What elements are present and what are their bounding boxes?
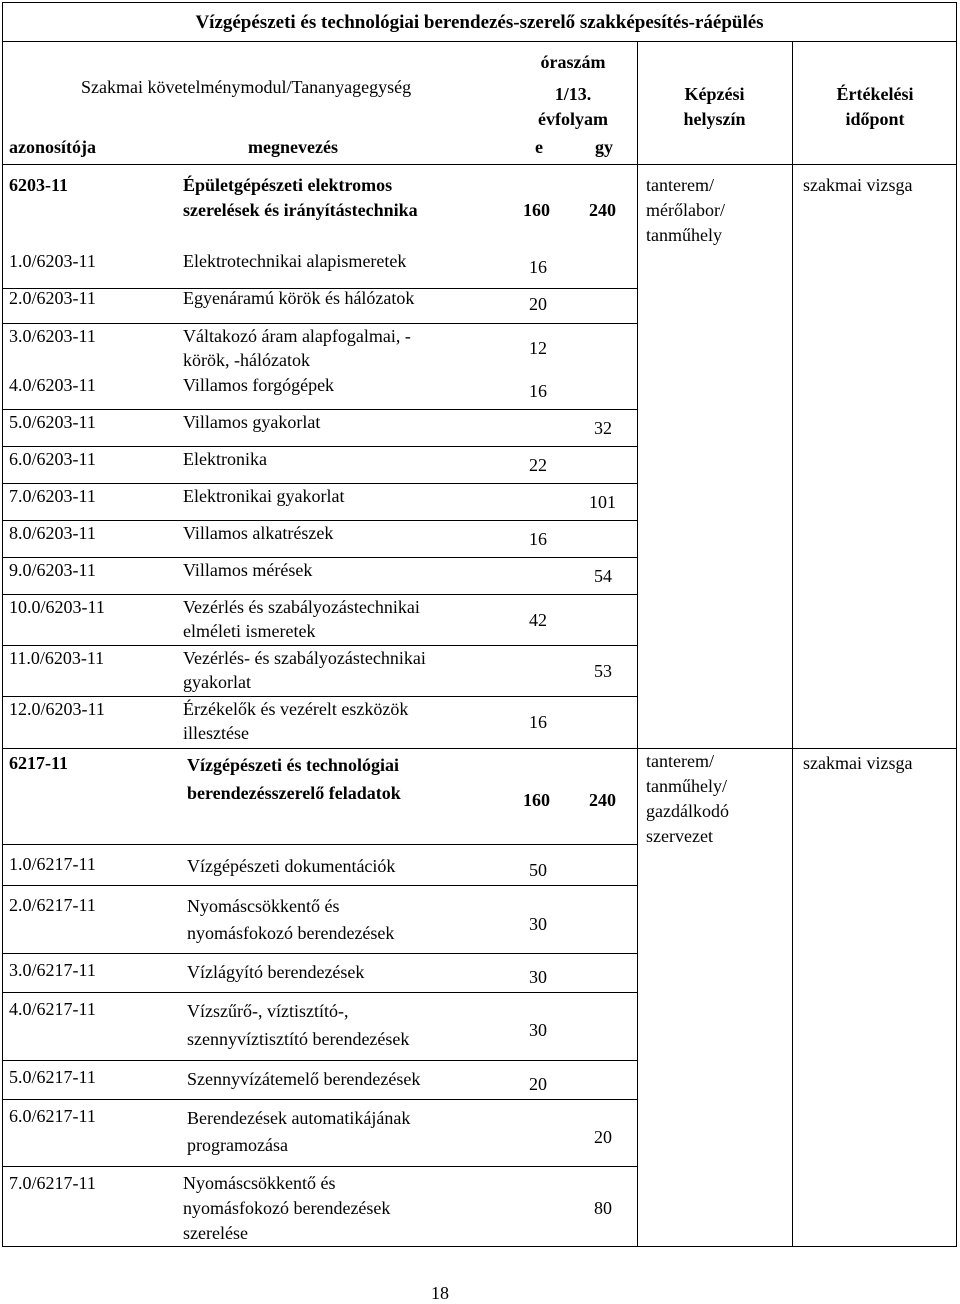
unit-name: Villamos mérések <box>183 560 313 580</box>
unit-name: Vezérlés- és szabályozástechnikai <box>183 648 426 668</box>
unit-hours-e: 20 <box>529 294 547 314</box>
unit-name: Vízlágyító berendezések <box>187 962 365 982</box>
header-location-label: helyszín <box>683 109 746 129</box>
unit-name: elméleti ismeretek <box>183 621 316 641</box>
unit-name: Egyenáramú körök és hálózatok <box>183 288 415 308</box>
row-divider <box>3 446 637 447</box>
unit-id: 3.0/6203-11 <box>9 326 96 346</box>
unit-hours-gy: 32 <box>594 418 612 438</box>
unit-id: 6.0/6217-11 <box>9 1106 96 1126</box>
unit-hours-e: 16 <box>529 257 547 277</box>
row-divider <box>3 1060 637 1061</box>
module-name: Vízgépészeti és technológiai <box>187 755 399 775</box>
module-location: gazdálkodó <box>646 801 729 821</box>
unit-id: 5.0/6217-11 <box>9 1067 96 1087</box>
unit-id: 12.0/6203-11 <box>9 699 105 719</box>
grid-line <box>637 42 638 1246</box>
module-name: szerelések és irányítástechnika <box>183 200 418 220</box>
unit-name: Szennyvízátemelő berendezések <box>187 1069 421 1089</box>
unit-id: 5.0/6203-11 <box>9 412 96 432</box>
row-divider <box>3 844 637 845</box>
unit-hours-gy: 54 <box>594 566 612 586</box>
module-hours-e: 160 <box>523 790 550 810</box>
header-gy: gy <box>595 137 613 157</box>
unit-hours-e: 42 <box>529 610 547 630</box>
unit-id: 6.0/6203-11 <box>9 449 96 469</box>
unit-name: körök, -hálózatok <box>183 350 310 370</box>
module-evaluation: szakmai vizsga <box>803 175 913 195</box>
unit-name: Nyomáscsökkentő és <box>187 896 340 916</box>
unit-id: 1.0/6203-11 <box>9 251 96 271</box>
unit-hours-e: 16 <box>529 712 547 732</box>
module-hours-gy: 240 <box>589 200 616 220</box>
header-divider <box>3 164 957 165</box>
module-name: Épületgépészeti elektromos <box>183 175 393 195</box>
unit-name: Villamos gyakorlat <box>183 412 321 432</box>
unit-hours-e: 22 <box>529 455 547 475</box>
unit-hours-e: 12 <box>529 338 547 358</box>
curriculum-table <box>2 42 957 1247</box>
header-name: megnevezés <box>248 137 338 157</box>
row-divider <box>3 953 637 954</box>
unit-name: Elektronika <box>183 449 267 469</box>
title-row <box>2 2 957 42</box>
module-id: 6217-11 <box>9 753 69 773</box>
unit-hours-e: 30 <box>529 967 547 987</box>
module-location: szervezet <box>646 826 713 846</box>
unit-name: Nyomáscsökkentő és <box>183 1173 336 1193</box>
row-divider <box>3 992 637 993</box>
unit-id: 7.0/6217-11 <box>9 1173 96 1193</box>
unit-name: nyomásfokozó berendezések <box>183 1198 391 1218</box>
unit-name: Vezérlés és szabályozástechnikai <box>183 597 420 617</box>
unit-id: 9.0/6203-11 <box>9 560 96 580</box>
grid-line <box>792 42 793 1246</box>
module-evaluation: szakmai vizsga <box>803 753 913 773</box>
unit-hours-gy: 53 <box>594 661 612 681</box>
module-location: mérőlabor/ <box>646 200 725 220</box>
header-evaluation: Értékelési <box>836 84 914 104</box>
page-title: Vízgépészeti és technológiai berendezés-szerelő szakképesítés-ráépülés <box>195 12 764 33</box>
header-hours: óraszám <box>540 52 606 72</box>
module-location: tanterem/ <box>646 175 714 195</box>
row-divider <box>3 1099 637 1100</box>
unit-name: Vízgépészeti dokumentációk <box>187 856 396 876</box>
unit-name: Berendezések automatikájának <box>187 1108 411 1128</box>
header-year: 1/13. <box>554 84 592 104</box>
header-year-label: évfolyam <box>538 109 608 129</box>
unit-name: gyakorlat <box>183 672 251 692</box>
module-location: tanterem/ <box>646 751 714 771</box>
unit-hours-gy: 80 <box>594 1198 612 1218</box>
unit-name: illesztése <box>183 723 249 743</box>
module-hours-gy: 240 <box>589 790 616 810</box>
unit-hours-e: 16 <box>529 381 547 401</box>
module-id: 6203-11 <box>9 175 69 195</box>
unit-name: szennyvíztisztító berendezések <box>187 1029 410 1049</box>
unit-name: Elektronikai gyakorlat <box>183 486 345 506</box>
header-location: Képzési <box>684 84 745 104</box>
unit-hours-gy: 20 <box>594 1127 612 1147</box>
unit-name: Érzékelők és vezérelt eszközök <box>183 699 409 719</box>
unit-hours-e: 16 <box>529 529 547 549</box>
row-divider <box>3 885 637 886</box>
unit-name: szerelése <box>183 1223 248 1243</box>
page-number: 18 <box>431 1283 449 1303</box>
unit-hours-e: 30 <box>529 1020 547 1040</box>
unit-id: 10.0/6203-11 <box>9 597 105 617</box>
unit-id: 4.0/6217-11 <box>9 999 96 1019</box>
header-e: e <box>535 137 543 157</box>
unit-id: 7.0/6203-11 <box>9 486 96 506</box>
unit-name: Villamos alkatrészek <box>183 523 334 543</box>
module-location: tanműhely/ <box>646 776 727 796</box>
unit-hours-e: 20 <box>529 1074 547 1094</box>
module-hours-e: 160 <box>523 200 550 220</box>
unit-name: programozása <box>187 1135 288 1155</box>
header-evaluation-label: időpont <box>845 109 905 129</box>
header-id: azonosítója <box>9 137 96 157</box>
unit-id: 8.0/6203-11 <box>9 523 96 543</box>
unit-id: 3.0/6217-11 <box>9 960 96 980</box>
unit-name: Vízszűrő-, víztisztító-, <box>187 1001 349 1021</box>
unit-name: Villamos forgógépek <box>183 375 335 395</box>
unit-id: 1.0/6217-11 <box>9 854 96 874</box>
unit-name: nyomásfokozó berendezések <box>187 923 395 943</box>
unit-hours-e: 50 <box>529 860 547 880</box>
unit-hours-gy: 101 <box>589 492 616 512</box>
module-divider <box>3 748 957 749</box>
unit-name: Elektrotechnikai alapismeretek <box>183 251 407 271</box>
row-divider <box>3 1166 637 1167</box>
row-divider <box>3 557 637 558</box>
unit-hours-e: 30 <box>529 914 547 934</box>
module-name: berendezésszerelő feladatok <box>187 783 401 803</box>
unit-id: 2.0/6203-11 <box>9 288 96 308</box>
unit-id: 2.0/6217-11 <box>9 895 96 915</box>
unit-name: Váltakozó áram alapfogalmai, - <box>183 326 411 346</box>
header-module: Szakmai követelménymodul/Tananyagegység <box>81 77 412 97</box>
module-location: tanműhely <box>646 225 722 245</box>
unit-id: 11.0/6203-11 <box>9 648 105 668</box>
unit-id: 4.0/6203-11 <box>9 375 96 395</box>
